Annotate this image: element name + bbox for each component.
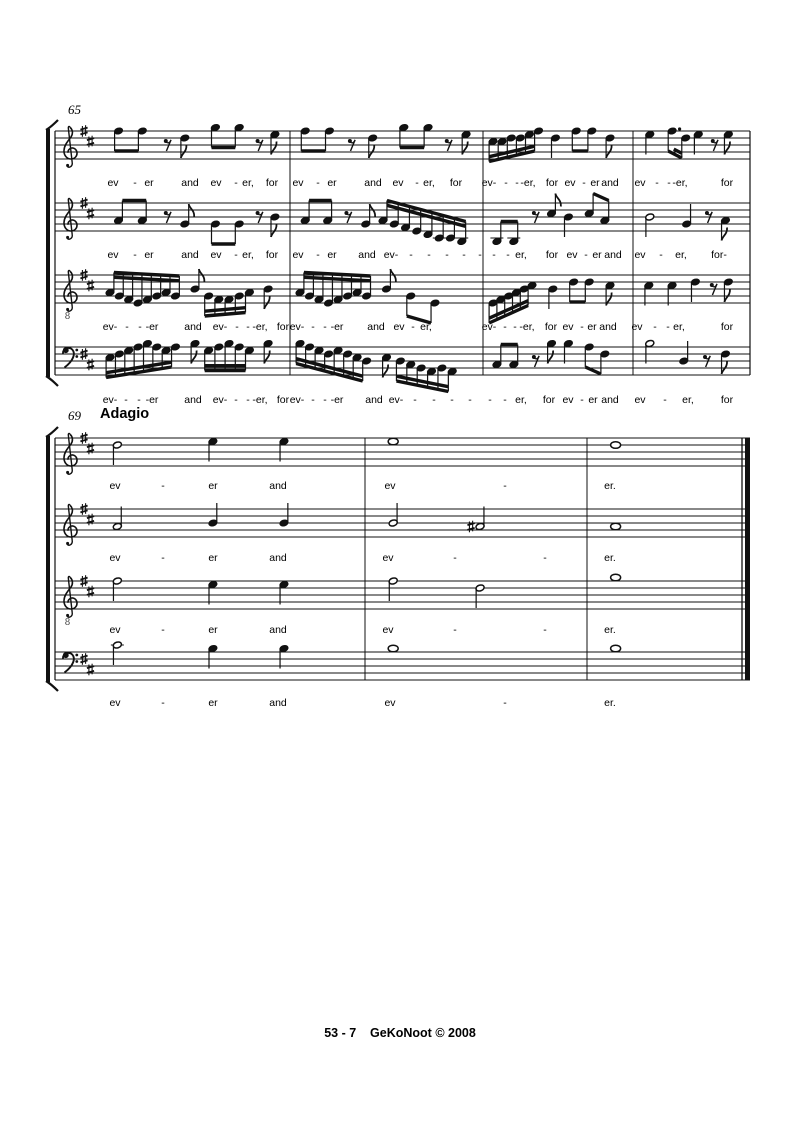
lyric-token: and bbox=[269, 697, 287, 709]
lyric-token: ev bbox=[292, 177, 304, 189]
lyric-token: -er bbox=[145, 321, 159, 333]
lyric-token: - bbox=[503, 480, 507, 492]
lyric-token: - bbox=[234, 394, 238, 406]
lyric-token: - bbox=[663, 394, 667, 406]
lyric-token: ev bbox=[634, 249, 646, 261]
lyric-token: - bbox=[488, 394, 492, 406]
lyric-token: - bbox=[161, 480, 165, 492]
lyric-token: ev- bbox=[289, 321, 305, 333]
lyric-token: ev bbox=[109, 697, 121, 709]
lyric-token: -er bbox=[145, 394, 159, 406]
lyric-token: -er, bbox=[519, 321, 535, 333]
lyric-token: - bbox=[582, 177, 586, 189]
lyric-token: ev bbox=[631, 321, 643, 333]
lyric-token: - bbox=[323, 321, 327, 333]
lyric-token: ev bbox=[566, 249, 578, 261]
octave-8-mark: 8 bbox=[64, 618, 71, 628]
lyric-token: and bbox=[269, 480, 287, 492]
lyric-token: ev bbox=[384, 480, 396, 492]
lyric-token: - bbox=[316, 249, 320, 261]
lyric-token: ev bbox=[109, 480, 121, 492]
lyric-token: er, bbox=[242, 177, 254, 189]
lyric-token: - bbox=[504, 177, 508, 189]
lyric-token: ev bbox=[107, 249, 119, 261]
lyric-token: ev bbox=[393, 321, 405, 333]
lyric-token: ev bbox=[210, 177, 222, 189]
lyric-token: and bbox=[599, 321, 617, 333]
measure-number-system2: 69 bbox=[68, 408, 81, 423]
lyric-token: - bbox=[503, 697, 507, 709]
lyric-token: - bbox=[133, 177, 137, 189]
lyric-token: and bbox=[601, 177, 619, 189]
lyric-token: for bbox=[276, 321, 290, 333]
lyric-token: - bbox=[580, 394, 584, 406]
lyric-token: -er, bbox=[252, 321, 268, 333]
lyric-token: for bbox=[265, 249, 279, 261]
lyric-token: and bbox=[604, 249, 622, 261]
lyric-token: er, bbox=[242, 249, 254, 261]
lyric-token: ev- bbox=[481, 177, 497, 189]
lyric-token: ev- bbox=[102, 394, 118, 406]
lyric-token: ev- bbox=[212, 321, 228, 333]
lyric-token: ev bbox=[109, 624, 121, 636]
lyric-token: - bbox=[161, 697, 165, 709]
lyric-token: er bbox=[327, 177, 337, 189]
lyric-token: ev- bbox=[383, 249, 399, 261]
lyric-token: - bbox=[432, 394, 436, 406]
lyric-token: and bbox=[364, 177, 382, 189]
lyric-token: - bbox=[124, 394, 128, 406]
lyric-token: er bbox=[592, 249, 602, 261]
lyric-token: and bbox=[181, 249, 199, 261]
lyric-token: for bbox=[276, 394, 290, 406]
lyric-token: - bbox=[462, 249, 466, 261]
lyric-token: - bbox=[580, 321, 584, 333]
lyric-token: - bbox=[161, 624, 165, 636]
lyric-token: er, bbox=[675, 249, 687, 261]
lyric-token: - bbox=[137, 394, 141, 406]
lyric-token: ev bbox=[562, 321, 574, 333]
lyric-token: er, bbox=[682, 394, 694, 406]
measure-number-system1: 65 bbox=[68, 102, 81, 117]
lyric-token: er bbox=[587, 321, 597, 333]
page-footer: 53 - 7 GeKoNoot © 2008 bbox=[324, 1026, 476, 1040]
lyric-token: for bbox=[265, 177, 279, 189]
lyric-token: - bbox=[138, 321, 142, 333]
lyric-token: and bbox=[367, 321, 385, 333]
lyric-token: - bbox=[235, 321, 239, 333]
lyric-token: ev bbox=[634, 177, 646, 189]
lyric-token: - bbox=[515, 177, 519, 189]
lyric-token: - bbox=[311, 321, 315, 333]
lyric-token: for bbox=[720, 321, 734, 333]
lyric-token: ev bbox=[384, 697, 396, 709]
lyric-token: for bbox=[720, 177, 734, 189]
lyric-token: - bbox=[503, 394, 507, 406]
lyric-token: ev bbox=[107, 177, 119, 189]
lyric-token: ev- bbox=[388, 394, 404, 406]
lyric-token: for bbox=[545, 249, 559, 261]
lyric-token: er bbox=[208, 552, 218, 564]
lyric-token: - bbox=[543, 624, 547, 636]
lyric-token: er bbox=[208, 697, 218, 709]
lyric-token: er bbox=[144, 249, 154, 261]
lyric-token: er bbox=[588, 394, 598, 406]
lyric-token: - bbox=[478, 249, 482, 261]
lyric-token: and bbox=[601, 394, 619, 406]
lyric-token: -er, bbox=[520, 177, 536, 189]
lyric-token: - bbox=[468, 394, 472, 406]
lyric-token: -er, bbox=[252, 394, 268, 406]
lyric-token: - bbox=[125, 321, 129, 333]
lyric-token: er. bbox=[604, 624, 616, 636]
lyric-token: ev- bbox=[481, 321, 497, 333]
lyric-token: ev bbox=[634, 394, 646, 406]
lyric-token: - bbox=[543, 552, 547, 564]
lyric-token: - bbox=[453, 552, 457, 564]
lyric-token: - bbox=[506, 249, 510, 261]
lyric-token: - bbox=[667, 177, 671, 189]
lyric-token: - bbox=[584, 249, 588, 261]
lyric-token: - bbox=[409, 249, 413, 261]
lyric-token: - bbox=[659, 249, 663, 261]
lyric-token: and bbox=[181, 177, 199, 189]
lyric-token: and bbox=[184, 321, 202, 333]
lyric-token: and bbox=[269, 624, 287, 636]
lyric-token: er bbox=[208, 480, 218, 492]
lyric-token: er, bbox=[673, 321, 685, 333]
lyric-token: ev bbox=[210, 249, 222, 261]
lyric-token: - bbox=[427, 249, 431, 261]
lyric-token: and bbox=[269, 552, 287, 564]
lyric-token: and bbox=[365, 394, 383, 406]
lyric-token: ev- bbox=[289, 394, 305, 406]
lyric-token: ev bbox=[382, 552, 394, 564]
lyric-token: - bbox=[445, 249, 449, 261]
lyric-token: for bbox=[545, 177, 559, 189]
lyric-token: er. bbox=[604, 697, 616, 709]
lyric-token: - bbox=[453, 624, 457, 636]
lyric-token: er bbox=[208, 624, 218, 636]
lyric-token: ev- bbox=[102, 321, 118, 333]
lyric-token: er bbox=[590, 177, 600, 189]
lyric-token: - bbox=[311, 394, 315, 406]
lyric-token: - bbox=[161, 552, 165, 564]
lyric-token: -er, bbox=[672, 177, 688, 189]
lyric-token: er. bbox=[604, 480, 616, 492]
lyric-token: - bbox=[246, 321, 250, 333]
lyric-token: - bbox=[133, 249, 137, 261]
lyric-token: - bbox=[415, 177, 419, 189]
lyric-token: ev- bbox=[212, 394, 228, 406]
lyric-token: ev bbox=[392, 177, 404, 189]
lyric-token: and bbox=[358, 249, 376, 261]
lyric-token: - bbox=[653, 321, 657, 333]
lyric-token: er bbox=[144, 177, 154, 189]
lyric-token: - bbox=[316, 177, 320, 189]
lyric-token: for bbox=[449, 177, 463, 189]
octave-8-mark: 8 bbox=[64, 312, 71, 322]
lyric-token: -er bbox=[330, 321, 344, 333]
lyric-token: ev bbox=[564, 177, 576, 189]
lyric-token: -er bbox=[330, 394, 344, 406]
lyric-token: - bbox=[492, 249, 496, 261]
lyric-token: er, bbox=[515, 394, 527, 406]
lyric-token: - bbox=[413, 394, 417, 406]
lyric-token: er, bbox=[515, 249, 527, 261]
lyric-token: er, bbox=[420, 321, 432, 333]
lyric-token: ev bbox=[109, 552, 121, 564]
lyric-token: - bbox=[234, 249, 238, 261]
lyric-token: for bbox=[720, 394, 734, 406]
lyric-token: - bbox=[411, 321, 415, 333]
lyric-token: - bbox=[655, 177, 659, 189]
tempo-marking: Adagio bbox=[100, 406, 150, 422]
lyric-token: - bbox=[450, 394, 454, 406]
lyric-token: - bbox=[503, 321, 507, 333]
lyric-token: - bbox=[666, 321, 670, 333]
lyric-token: - bbox=[323, 394, 327, 406]
lyric-token: ev bbox=[292, 249, 304, 261]
lyric-token: for bbox=[542, 394, 556, 406]
lyric-token: ev bbox=[562, 394, 574, 406]
lyric-token: er bbox=[327, 249, 337, 261]
lyric-token: and bbox=[184, 394, 202, 406]
lyric-token: for bbox=[544, 321, 558, 333]
lyric-token: er. bbox=[604, 552, 616, 564]
lyric-token: - bbox=[234, 177, 238, 189]
lyric-token: er, bbox=[423, 177, 435, 189]
lyric-token: - bbox=[246, 394, 250, 406]
lyric-token: for- bbox=[711, 249, 727, 261]
lyric-token: - bbox=[513, 321, 517, 333]
lyric-token: ev bbox=[382, 624, 394, 636]
